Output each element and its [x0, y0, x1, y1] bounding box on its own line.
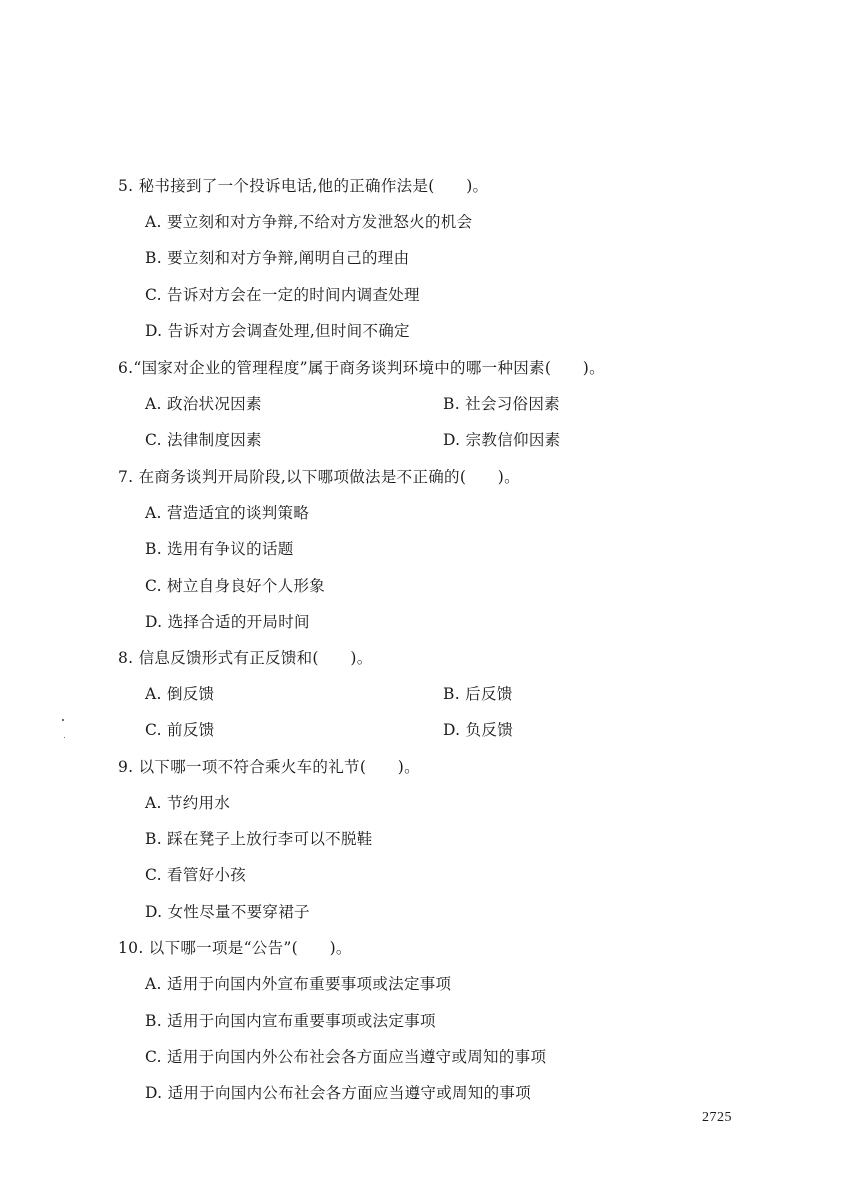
- question-6-option-c: C. 法律制度因素: [145, 431, 262, 449]
- scan-speck: [64, 737, 65, 738]
- question-6-option-a: A. 政治状况因素: [145, 395, 262, 413]
- question-8-option-d: D. 负反馈: [443, 721, 514, 739]
- question-10-option-d: D. 适用于向国内公布社会各方面应当遵守或周知的事项: [145, 1084, 532, 1102]
- scan-speck: [62, 719, 64, 721]
- question-10-stem: 10. 以下哪一项是“公告”( )。: [118, 939, 352, 957]
- question-6-option-b: B. 社会习俗因素: [443, 395, 560, 413]
- question-7-option-d: D. 选择合适的开局时间: [145, 613, 310, 631]
- question-9-option-b: B. 踩在凳子上放行李可以不脱鞋: [145, 830, 373, 848]
- question-7-option-b: B. 选用有争议的话题: [145, 540, 294, 558]
- question-5-option-d: D. 告诉对方会调查处理,但时间不确定: [145, 322, 410, 340]
- question-9-stem: 9. 以下哪一项不符合乘火车的礼节( )。: [118, 758, 420, 776]
- question-7-stem: 7. 在商务谈判开局阶段,以下哪项做法是不正确的( )。: [118, 468, 520, 486]
- question-6-stem: 6.“国家对企业的管理程度”属于商务谈判环境中的哪一种因素( )。: [118, 359, 605, 377]
- question-8-option-b: B. 后反馈: [443, 685, 513, 703]
- question-5-option-b: B. 要立刻和对方争辩,阐明自己的理由: [145, 249, 410, 267]
- question-9-option-d: D. 女性尽量不要穿裙子: [145, 903, 310, 921]
- question-8-option-a: A. 倒反馈: [145, 685, 215, 703]
- question-9-option-c: C. 看管好小孩: [145, 866, 247, 884]
- question-5-stem: 5. 秘书接到了一个投诉电话,他的正确作法是( )。: [118, 177, 489, 195]
- question-6-option-d: D. 宗教信仰因素: [443, 431, 561, 449]
- question-8-option-c: C. 前反馈: [145, 721, 215, 739]
- question-5-option-a: A. 要立刻和对方争辩,不给对方发泄怒火的机会: [145, 213, 473, 231]
- page-number: 2725: [702, 1110, 732, 1125]
- question-10-option-c: C. 适用于向国内外公布社会各方面应当遵守或周知的事项: [145, 1048, 547, 1066]
- question-9-option-a: A. 节约用水: [145, 794, 231, 812]
- question-5-option-c: C. 告诉对方会在一定的时间内调查处理: [145, 286, 420, 304]
- question-7-option-c: C. 树立自身良好个人形象: [145, 577, 326, 595]
- question-10-option-a: A. 适用于向国内外宣布重要事项或法定事项: [145, 975, 452, 993]
- question-8-stem: 8. 信息反馈形式有正反馈和( )。: [118, 649, 373, 667]
- question-10-option-b: B. 适用于向国内宣布重要事项或法定事项: [145, 1012, 436, 1030]
- question-7-option-a: A. 营造适宜的谈判策略: [145, 504, 310, 522]
